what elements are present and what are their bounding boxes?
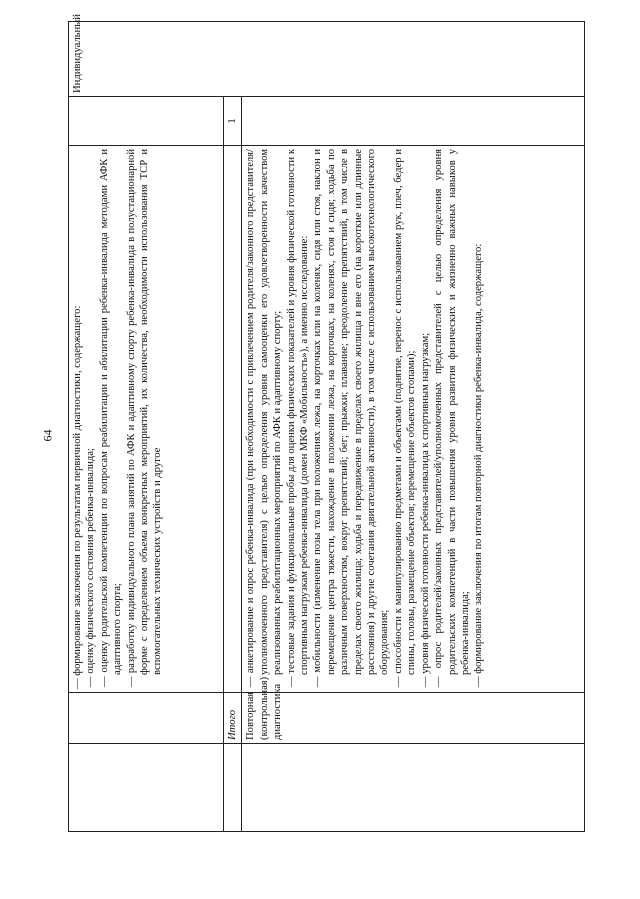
format-value: Индивидуальный [72,14,83,93]
cell-empty [242,744,585,832]
total-label: Итого [224,693,242,744]
list-item: — мобильности (изменение позы тела при положениях лежа, на корточках или на коленях, сидя или стоя, наклон и перемещение центра тяжести, нахождение в положении лежа, на корточках, на коленях, стоя и сидя; ходьба по различным поверхностям, вокруг препятствий; бег; прыжки; плавание; преодоление препятствий, в том числе в пределах своего жилища; ходьба и передвижение в пределах своего жилища и вне его (на короткие или длинные расстояния) и другие сочетания двигательной активности), в том числе с использованием высокотехнологического оборудования; [312,149,391,687]
list-item: — формирование заключения по результатам первичной диагностики, содержащего: [72,305,83,689]
list-item: — оценку физического состояния ребенка-инвалида; [85,448,97,687]
repeat-diagnostics-label: Повторная (контрольная) диагностика [242,693,585,744]
list-item: — разработку индивидуального плана занятий по АФК и адаптивному спорту ребенка-инвалида в полустационарной форме с определением объема конкретных мероприятий, их количества, необходимости использования ТСР и вспомогательных технических устройств и другое [125,149,164,687]
cell-activities [242,146,585,693]
services-table [68,14,585,832]
cell-empty [224,744,242,832]
cell-empty [69,693,224,744]
cell-format [69,14,585,97]
list-item: — оценку родительской компетенции по вопросам реабилитации и абилитации ребенка-инвалида методами АФК и адаптивного спорта; [98,149,124,687]
cell-empty [242,97,585,146]
table-row [69,22,224,832]
cell-empty [224,146,242,693]
rotated-page [68,14,585,832]
cell-empty [69,744,224,832]
table-row [224,22,242,832]
list-item: — опрос родителей/законных представителей/уполномоченных представителей с целью определения уровня родительских компетенций в части повышения уровня развития физических и жизненно важных навыков у ребенка-инвалида; [433,149,471,687]
cell-activities [69,146,224,693]
list-item: — формирование заключения по итогам повторной диагностики ребенка-инвалида, содержащего: [473,243,485,687]
table-row [242,22,585,832]
cell-empty [69,97,224,146]
page-number: 64 [40,429,55,442]
total-mark: 1 [224,97,242,146]
list-item: — уровня физической готовности ребенка-инвалида к спортивным нагрузкам; [419,332,431,687]
list-item: — анкетирование и опрос ребенка-инвалида (при необходимости с привлечением родителя/законного представителя/уполномоченного представителя) с целью определения уровня самооценки его удовлетворенности качеством реализованных реабилитационных мероприятий по АФК и адаптивному спорту; [245,149,284,687]
list-item: — способности к манипулированию предметами и объектами (поднятие, перенос с использованием рук, плеч, бедер и спины, головы, размещение объектов; перемещение объектов стопами); [392,149,418,687]
list-item: — тестовые задания и функциональные пробы для оценки физических показателей и уровня физической готовности к спортивным нагрузкам ребенка-инвалида (домен МКФ «Мобильность»), а именно исследование: [285,149,311,687]
